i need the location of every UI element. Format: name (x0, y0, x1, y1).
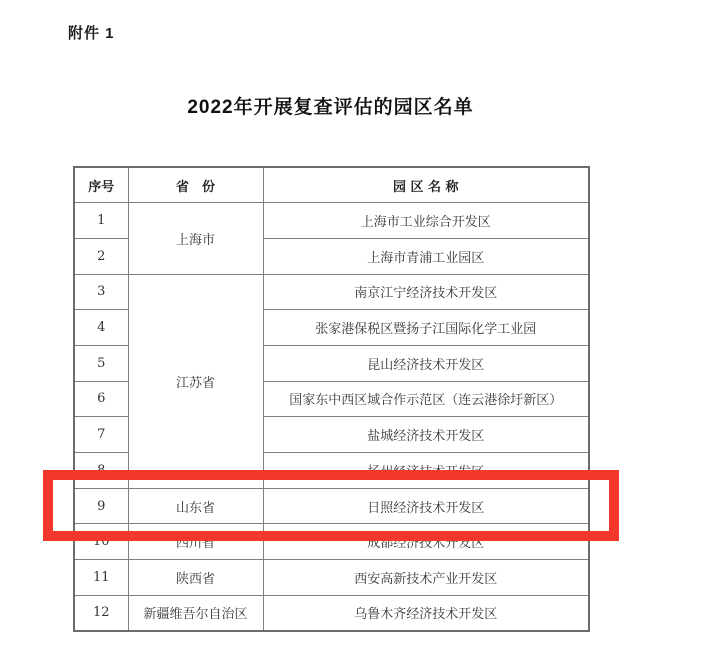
header-serial-number: 序号 (74, 167, 128, 203)
table-row (74, 203, 589, 239)
province-cell: 四川省 (128, 524, 263, 560)
province-cell: 新疆维吾尔自治区 (128, 595, 263, 631)
park-name-cell: 日照经济技术开发区 (263, 488, 589, 524)
table-row (74, 595, 589, 631)
park-name-cell: 昆山经济技术开发区 (263, 345, 589, 381)
province-cell: 江苏省 (128, 274, 263, 488)
row-number-cell: 10 (74, 524, 128, 560)
table-row-highlighted (74, 488, 589, 524)
park-name-cell: 张家港保税区暨扬子江国际化学工业园 (263, 310, 589, 346)
row-number-cell: 7 (74, 417, 128, 453)
row-number-cell: 11 (74, 560, 128, 596)
page-title: 2022年开展复查评估的园区名单 (187, 97, 474, 118)
row-number-cell: 1 (74, 203, 128, 239)
row-number-cell: 5 (74, 345, 128, 381)
park-name-cell: 南京江宁经济技术开发区 (263, 274, 589, 310)
park-name-cell: 扬州经济技术开发区 (263, 453, 589, 489)
table-row (74, 560, 589, 596)
row-number-cell: 4 (74, 310, 128, 346)
row-number-cell: 2 (74, 238, 128, 274)
park-name-cell: 成都经济技术开发区 (263, 524, 589, 560)
park-name-cell: 上海市工业综合开发区 (263, 203, 589, 239)
row-number-cell: 8 (74, 453, 128, 489)
park-name-cell: 乌鲁木齐经济技术开发区 (263, 595, 589, 631)
table-row (74, 524, 589, 560)
table-row (74, 274, 589, 310)
row-number-cell: 6 (74, 381, 128, 417)
row-number-cell: 9 (74, 488, 128, 524)
park-name-cell: 国家东中西区域合作示范区（连云港徐圩新区） (263, 381, 589, 417)
header-park-name: 园 区 名 称 (263, 167, 589, 203)
attachment-label: 附件 1 (68, 25, 115, 42)
province-cell: 上海市 (128, 203, 263, 274)
province-cell: 山东省 (128, 488, 263, 524)
province-cell: 陕西省 (128, 560, 263, 596)
park-name-cell: 上海市青浦工业园区 (263, 238, 589, 274)
table-header-row (74, 167, 589, 203)
row-number-cell: 3 (74, 274, 128, 310)
park-name-cell: 西安高新技术产业开发区 (263, 560, 589, 596)
park-name-cell: 盐城经济技术开发区 (263, 417, 589, 453)
header-province: 省 份 (128, 167, 263, 203)
park-list-table (73, 166, 590, 632)
row-number-cell: 12 (74, 595, 128, 631)
